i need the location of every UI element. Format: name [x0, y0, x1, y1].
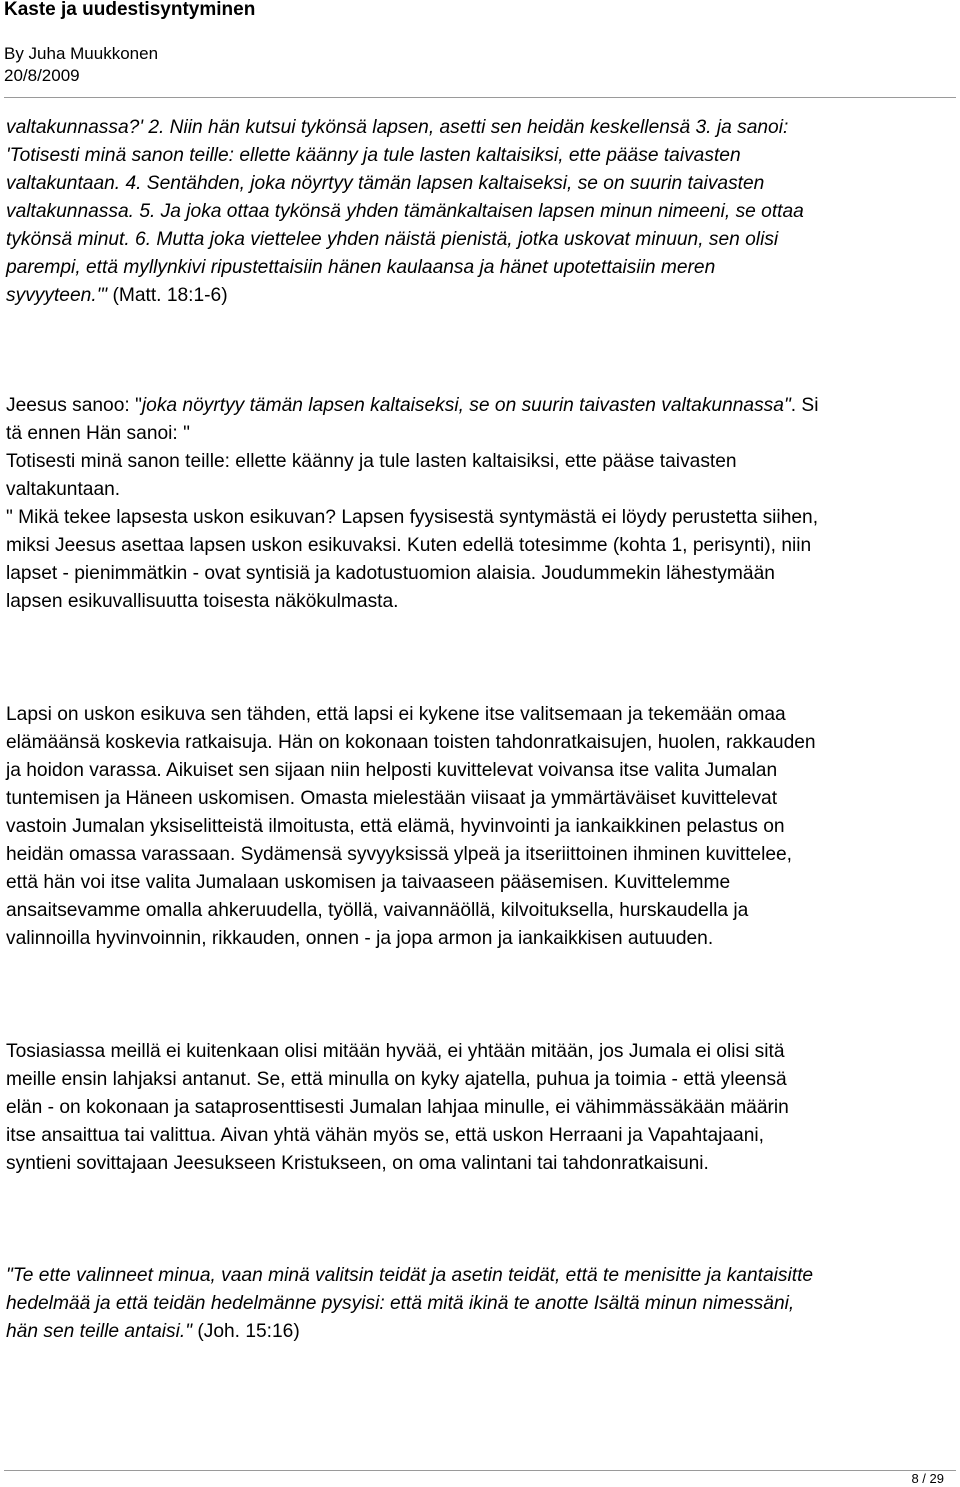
text-line: heidän omassa varassaan. Sydämensä syvyyksissä ylpeä ja itseriittoinen ihminen kuvittelee, [6, 844, 793, 865]
text-line: hedelmää ja että teidän hedelmänne pysyisi: että mitä ikinä te anotte Isältä minun nimessäni, [6, 1293, 795, 1314]
text-line: valtakuntaan. 4. Sentähden, joka nöyrtyy tämän lapsen kaltaiseksi, se on suurin taivasten [6, 173, 765, 194]
text-line: "Te ette valinneet minua, vaan minä valitsin teidät ja asetin teidät, että te menisitte ja kantaisitte [6, 1265, 814, 1286]
text-line: 'Totisesti minä sanon teille: ellette käänny ja tule lasten kaltaisiksi, ette pääse taivasten [6, 145, 741, 166]
text-line: valtakunnassa. 5. Ja joka ottaa tykönsä yhden tämänkaltaisen lapsen minun nimeeni, se ottaa [6, 201, 804, 222]
text-line: valtakunnassa?' 2. Niin hän kutsui tykönsä lapsen, asetti sen heidän keskellensä 3. ja sanoi: [6, 117, 789, 138]
scripture-quote-john [6, 1262, 956, 1346]
text-line: " Mikä tekee lapsesta uskon esikuvan? Lapsen fyysisestä syntymästä ei löydy perustetta siihen, [6, 507, 819, 528]
paragraph-gift-of-god [6, 1038, 956, 1178]
text-line: hän sen teille antaisi." (Joh. 15:16) [6, 1321, 300, 1342]
scripture-quote-matthew [6, 114, 956, 310]
text-line: Totisesti minä sanon teille: ellette käänny ja tule lasten kaltaisiksi, ette pääse taivasten [6, 451, 737, 472]
paragraph-jesus-says [6, 392, 956, 616]
header-divider [4, 97, 956, 98]
text-line: valtakuntaan. [6, 479, 121, 500]
paragraph-child-example [6, 701, 956, 953]
text-line: ansaitsevamme omalla ahkeruudella, työllä, vaivannäöllä, kilvoituksella, hurskaudella ja [6, 900, 749, 921]
text-line: miksi Jeesus asettaa lapsen uskon esikuvaksi. Kuten edellä totesimme (kohta 1, perisynti), niin [6, 535, 812, 556]
text-line: Tosiasiassa meillä ei kuitenkaan olisi mitään hyvää, ei yhtään mitään, jos Jumala ei olisi sitä [6, 1041, 785, 1062]
text-line: että hän voi itse valita Jumalaan uskomisen ja taivaaseen pääsemisen. Kuvittelemme [6, 872, 731, 893]
footer-divider [4, 1470, 956, 1471]
text-line: parempi, että myllynkivi ripustettaisiin hänen kaulaansa ja hänet upotettaisiin meren [6, 257, 716, 278]
document-author: By Juha Muukkonen [4, 44, 159, 63]
text-line: Jeesus sanoo: "joka nöyrtyy tämän lapsen kaltaiseksi, se on suurin taivasten valtakunnassa". Si [6, 395, 819, 416]
text-line: tä ennen Hän sanoi: " [6, 423, 190, 444]
text-line: lapset - pienimmätkin - ovat syntisiä ja kadotustuomion alaisia. Joudummekin lähestymään [6, 563, 775, 584]
document-header [4, 0, 956, 87]
text-line: meille ensin lahjaksi antanut. Se, että minulla on kyky ajatella, puhua ja toimia - että yleensä [6, 1069, 787, 1090]
document-date: 20/8/2009 [4, 66, 80, 85]
text-line: elän - on kokonaan ja sataprosenttisesti Jumalan lahjaa minulle, ei vähimmässäkään määrin [6, 1097, 789, 1118]
citation: (Matt. 18:1-6) [107, 285, 228, 306]
text-line: syntieni sovittajaan Jeesukseen Kristukseen, on oma valintani tai tahdonratkaisuni. [6, 1153, 709, 1174]
text-line: valinnoilla hyvinvoinnin, rikkauden, onnen - ja jopa armon ja iankaikkisen autuuden. [6, 928, 714, 949]
document-title: Kaste ja uudestisyntyminen [4, 0, 256, 20]
text-line: syvyyteen.'" (Matt. 18:1-6) [6, 285, 228, 306]
text-line: lapsen esikuvallisuutta toisesta näkökulmasta. [6, 591, 399, 612]
text-line: itse ansaittua tai valittua. Aivan yhtä vähän myös se, että uskon Herraani ja Vapahtajaani, [6, 1125, 764, 1146]
citation: (Joh. 15:16) [192, 1321, 300, 1342]
text-line: tuntemisen ja Häneen uskomisen. Omasta mielestään viisaat ja ymmärtäväiset kuvittelevat [6, 788, 778, 809]
text-line: vastoin Jumalan yksiselitteistä ilmoitusta, että elämä, hyvinvointi ja iankaikkinen pelastus on [6, 816, 785, 837]
text-line: Lapsi on uskon esikuva sen tähden, että lapsi ei kykene itse valitsemaan ja tekemään omaa [6, 704, 786, 725]
text-line: elämäänsä koskevia ratkaisuja. Hän on kokonaan toisten tahdonratkaisujen, huolen, rakkauden [6, 732, 816, 753]
text-line: tykönsä minut. 6. Mutta joka viettelee yhden näistä pienistä, jotka uskovat minuun, sen olisi [6, 229, 779, 250]
page-number: 8 / 29 [911, 1471, 944, 1486]
text-line: ja hoidon varassa. Aikuiset sen sijaan niin helposti kuvittelevat voivansa itse valita Jumalan [6, 760, 778, 781]
